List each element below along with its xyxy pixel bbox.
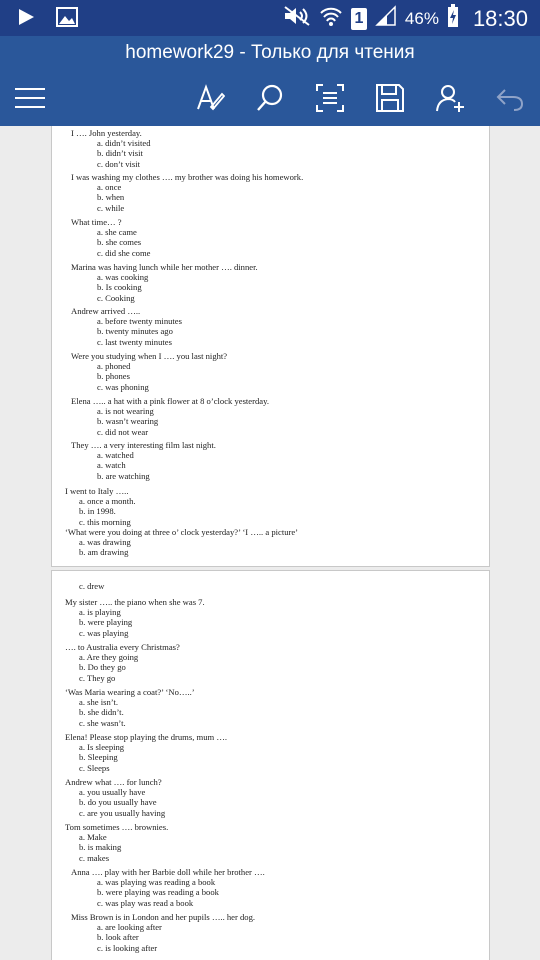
question-text: They …. a very interesting film last night. [71, 440, 216, 450]
app-toolbar [0, 70, 540, 126]
question-text: ‘What were you doing at three o’ clock yesterday?’ ‘I ….. a picture’ [65, 527, 299, 537]
answer-option: a. phoned [97, 361, 131, 372]
answer-option: a. Make [79, 832, 107, 843]
answer-option: c. are you usually having [79, 807, 166, 818]
answer-option: c. They go [79, 672, 116, 683]
answer-option: b. she comes [97, 237, 142, 248]
reading-view-icon [315, 83, 345, 113]
question-text: Elena! Please stop playing the drums, mum …. [65, 732, 228, 742]
answer-option: c. last twenty minutes [97, 336, 172, 347]
save-icon [375, 83, 405, 113]
answer-option: a. once [97, 182, 122, 193]
answer-option: c. did she come [97, 247, 151, 258]
search-button[interactable] [250, 78, 290, 118]
undo-button[interactable] [490, 78, 530, 118]
question-text: Marina was having lunch while her mother …. dinner. [71, 262, 258, 272]
answer-option: a. you usually have [79, 787, 146, 798]
answer-option: a. didn’t visited [97, 138, 151, 149]
question-text: My sister ….. the piano when she was 7. [65, 597, 205, 607]
mute-icon [283, 5, 311, 33]
page-1 [51, 126, 490, 567]
answer-option: a. was playing was reading a book [97, 877, 216, 888]
answer-option: c. Cooking [97, 292, 135, 303]
answer-option: a. once a month. [79, 496, 136, 507]
question-text: Elena ….. a hat with a pink flower at 8 o’clock yesterday. [71, 396, 269, 406]
play-icon [16, 7, 36, 32]
answer-option: a. is not wearing [97, 406, 154, 417]
answer-option: a. Is sleeping [79, 742, 125, 753]
answer-option: b. do you usually have [79, 797, 157, 808]
document-title: homework29 - Только для чтения [0, 36, 540, 70]
answer-option: c. was phoning [97, 381, 149, 392]
answer-option: a. watch [97, 460, 126, 471]
wifi-icon [319, 5, 343, 33]
menu-icon [14, 86, 46, 110]
sim-indicator: 1 [351, 8, 367, 30]
question-text: …. to Australia every Christmas? [65, 642, 180, 652]
read-aloud-icon [195, 83, 225, 113]
answer-option: a. watched [97, 450, 134, 461]
share-icon [435, 83, 465, 113]
menu-button[interactable] [10, 78, 50, 118]
answer-option: c. while [97, 202, 125, 213]
share-button[interactable] [430, 78, 470, 118]
answer-option: c. makes [79, 852, 110, 863]
clock: 18:30 [472, 6, 528, 31]
undo-icon [495, 83, 525, 113]
question-text: Andrew what …. for lunch? [65, 777, 162, 787]
signal-icon [375, 5, 397, 33]
answer-option: b. twenty minutes ago [97, 326, 173, 337]
question-text: ‘Was Maria wearing a coat?’ ‘No…..’ [65, 687, 195, 697]
answer-option: b. when [97, 192, 125, 203]
search-icon [255, 83, 285, 113]
question-text: Were you studying when I …. you last night? [71, 351, 228, 361]
answer-option: c. she wasn’t. [79, 717, 126, 728]
answer-option: b. Sleeping [79, 752, 118, 763]
answer-option: c. was playing [79, 627, 129, 638]
question-text: What time… ? [71, 217, 122, 227]
battery-charging-icon [447, 4, 459, 34]
answer-option: a. Are they going [79, 652, 139, 663]
question-text: Tom sometimes …. brownies. [65, 822, 169, 832]
gallery-icon [56, 7, 78, 32]
answer-option: c. is looking after [97, 942, 158, 953]
answer-option: b. phones [97, 371, 130, 382]
answer-option: b. Is cooking [97, 282, 142, 293]
answer-option: a. are looking after [97, 922, 162, 933]
answer-option: a. is playing [79, 607, 121, 618]
answer-option: a. she came [97, 227, 137, 238]
question-text: Miss Brown is in London and her pupils ….. her dog. [71, 912, 256, 922]
question-text: I was washing my clothes …. my brother was doing his homework. [71, 172, 304, 182]
answer-option: b. are watching [97, 470, 150, 481]
answer-option: c. drew [79, 581, 105, 591]
answer-option: a. before twenty minutes [97, 316, 182, 327]
battery-percent: 46% [404, 9, 439, 28]
answer-option: a. she isn’t. [79, 697, 118, 708]
question-text: I went to Italy ….. [65, 486, 129, 496]
answer-option: b. were playing was reading a book [97, 887, 219, 898]
page-2 [51, 570, 490, 960]
answer-option: b. in 1998. [79, 506, 116, 517]
question-text: Andrew arrived ….. [71, 306, 141, 316]
save-button[interactable] [370, 78, 410, 118]
answer-option: b. she didn’t. [79, 707, 124, 718]
answer-option: b. Do they go [79, 662, 126, 673]
answer-option: b. wasn’t wearing [97, 416, 159, 427]
answer-option: b. look after [97, 932, 139, 943]
answer-option: c. don’t visit [97, 158, 141, 169]
status-bar [0, 0, 540, 36]
read-aloud-button[interactable] [190, 78, 230, 118]
answer-option: b. am drawing [79, 547, 129, 558]
answer-option: b. were playing [79, 617, 133, 628]
document-view[interactable] [0, 126, 540, 960]
answer-option: a. was cooking [97, 272, 149, 283]
question-text: Anna …. play with her Barbie doll while her brother …. [71, 867, 265, 877]
answer-option: b. didn’t visit [97, 148, 143, 159]
answer-option: c. Sleeps [79, 762, 110, 773]
question-text: I …. John yesterday. [71, 128, 142, 138]
answer-option: a. was drawing [79, 537, 131, 548]
answer-option: c. did not wear [97, 426, 149, 437]
answer-option: c. this morning [79, 516, 131, 527]
answer-option: c. was play was read a book [97, 897, 194, 908]
reading-view-button[interactable] [310, 78, 350, 118]
answer-option: b. is making [79, 842, 122, 853]
